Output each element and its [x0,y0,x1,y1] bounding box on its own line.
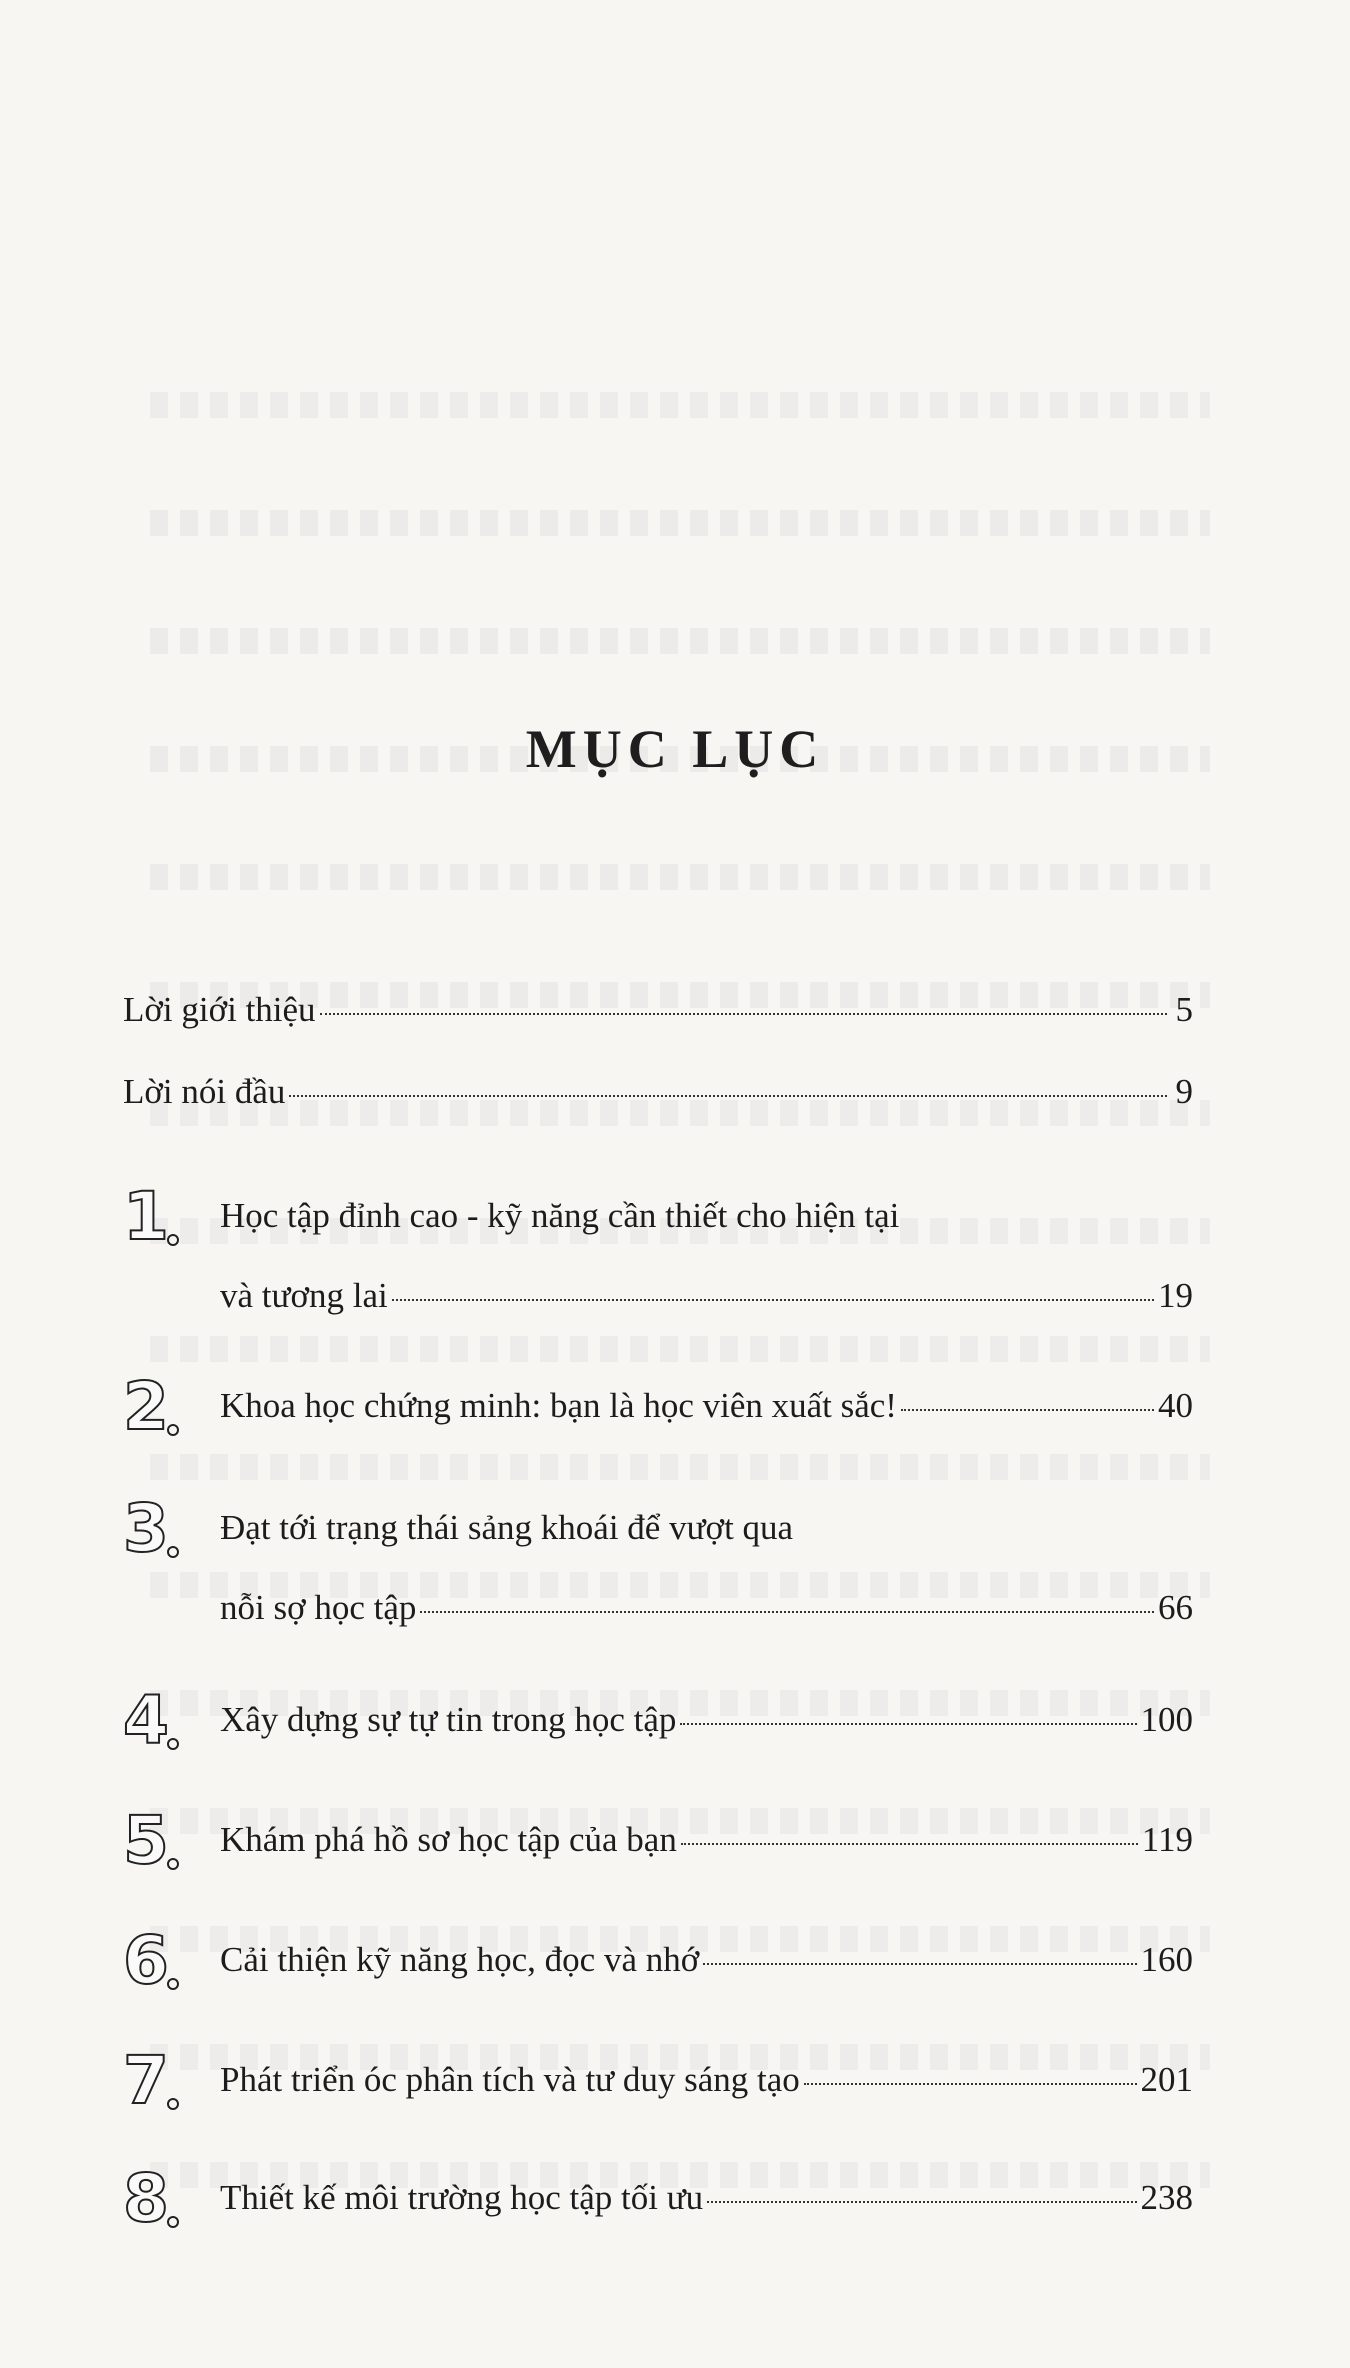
toc-entry-chapter-8[interactable] [123,2160,1193,2237]
dot-leader [392,1299,1154,1301]
chapter-number: 2 [123,1368,169,1445]
dot-leader [703,1963,1136,1965]
chapter-number: 5 [123,1802,169,1879]
chapter-number-dot [167,1234,179,1246]
chapter-number: 7 [123,2042,169,2119]
chapter-number-dot [167,1858,179,1870]
entry-page: 100 [1140,1700,1193,1739]
chapter-number: 8 [123,2160,169,2237]
entry-page: 119 [1141,1820,1193,1859]
chapter-title-line1: Đạt tới trạng thái sảng khoái để vượt qua [220,1508,794,1547]
toc-entry-chapter-3[interactable] [123,1490,1193,1628]
entry-page: 66 [1158,1588,1193,1627]
entry-page: 19 [1158,1276,1193,1315]
chapter-title: Xây dựng sự tự tin trong học tập [220,1700,677,1739]
dot-leader [707,2201,1136,2203]
dot-leader [320,1013,1167,1015]
chapter-title: Cải thiện kỹ năng học, đọc và nhớ [220,1940,700,1979]
toc-entry-preface[interactable] [123,1072,1193,1112]
entry-page: 201 [1140,2060,1193,2099]
chapter-number: 1 [123,1178,169,1255]
toc-entry-chapter-7[interactable] [123,2042,1193,2119]
toc-entry-chapter-4[interactable] [123,1682,1193,1759]
chapter-number: 6 [123,1922,169,1999]
entry-page: 238 [1140,2178,1193,2217]
chapter-number-dot [167,2216,179,2228]
toc-entry-chapter-2[interactable] [123,1368,1193,1445]
toc-entry-chapter-1[interactable] [123,1178,1193,1316]
toc-entry-chapter-6[interactable] [123,1922,1193,1999]
toc-entry-chapter-5[interactable] [123,1802,1193,1879]
chapter-number-dot [167,1738,179,1750]
dot-leader [901,1409,1154,1411]
entry-page: 40 [1158,1386,1193,1425]
entry-label: Lời giới thiệu [123,990,316,1029]
chapter-number: 4 [123,1682,169,1759]
chapter-title: Khoa học chứng minh: bạn là học viên xuất sắc! [220,1386,897,1425]
chapter-title-line2: nỗi sợ học tập [220,1588,417,1627]
dot-leader [680,1723,1136,1725]
entry-page: 5 [1175,990,1193,1029]
dot-leader [804,2083,1137,2085]
entry-label: Lời nói đầu [123,1072,286,1111]
entry-page: 9 [1175,1072,1193,1111]
chapter-number-dot [167,1424,179,1436]
chapter-title-line1: Học tập đỉnh cao - kỹ năng cần thiết cho hiện tại [220,1196,900,1235]
dot-leader [681,1843,1138,1845]
chapter-number-dot [167,1546,179,1558]
dot-leader [289,1095,1167,1097]
chapter-title: Phát triển óc phân tích và tư duy sáng tạo [220,2060,800,2099]
page-title: MỤC LỤC [525,719,825,779]
entry-page: 160 [1140,1940,1193,1979]
toc-entry-intro[interactable] [123,990,1193,1030]
dot-leader [420,1611,1154,1613]
chapter-number-dot [167,2098,179,2110]
chapter-title-line2: và tương lai [220,1276,388,1315]
chapter-number: 3 [123,1490,169,1567]
chapter-title: Thiết kế môi trường học tập tối ưu [220,2178,704,2217]
chapter-number-dot [167,1978,179,1990]
chapter-title: Khám phá hồ sơ học tập của bạn [220,1820,677,1859]
